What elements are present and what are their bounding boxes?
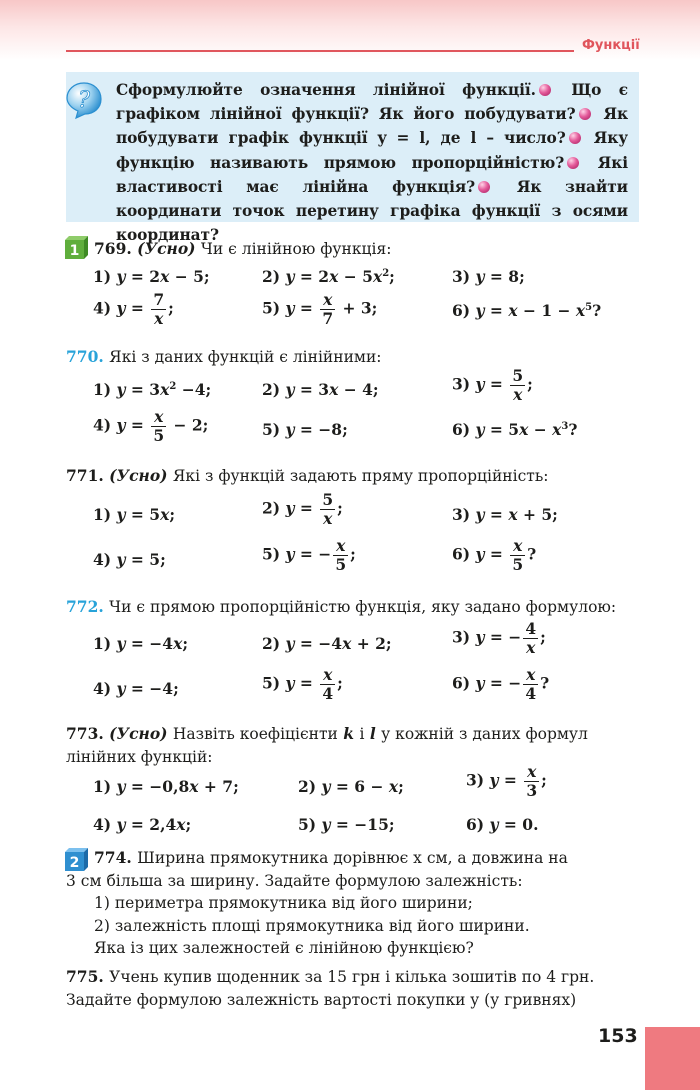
problem-769-item-2: 2) $y = 2x - 5x^2$; [262,267,395,286]
problem-771-item-5: 5) y = − $\frac{x}{5}$ ; [262,536,356,574]
problem-773-item-6: 6) y = 0. [466,815,539,834]
problem-769-item-1: 1) y = 2x − 5; [93,267,210,286]
problem-772-item-5: 5) y = $\frac{x}{4}$ ; [262,665,343,703]
question-text: Сформулюйте означення лінійної функції. Що є графіком лінійної функції? Як його побудувати? Як побудувати графік функції y = l, де l – число? Яку функцію називають прямою пропорційністю? Які властивості має лінійна функція? Як знайти координати точок перетину графіка функції з осями координат? [116,81,628,245]
problem-770-item-5: 5) y = −8; [262,420,348,439]
section-title: Функції [582,38,640,53]
problem-769-heading: 769. (Усно) Чи є лінійною функція: [94,239,392,258]
bullet-dot-icon [579,108,591,120]
problem-769-item-4: 4) y = $\frac{7}{x}$ ; [93,290,174,328]
problem-771-item-3: 3) y = x + 5; [452,505,558,524]
problem-775: 775. Учень купив щоденник за 15 грн і кілька зошитів по 4 грн. Задайте формулою залежність вартості покупки y (у гривнях) [66,967,595,1009]
problem-770-item-2: 2) y = 3x − 4; [262,380,379,399]
problem-773-item-5: 5) y = −15; [298,815,395,834]
problem-770-item-6: 6) $y = 5x - x^3$? [452,420,578,439]
problem-773-item-4: 4) y = 2,4x; [93,815,192,834]
problem-771-item-4: 4) y = 5; [93,550,166,569]
problem-769-item-6: 6) $y = x - 1 - x^5$? [452,301,602,320]
problem-772-item-3: 3) y = − $\frac{4}{x}$ ; [452,619,546,657]
problem-771-item-6: 6) y = $\frac{x}{5}$ ? [452,536,537,574]
level-1-badge-icon [65,236,88,259]
problem-773-item-2: 2) y = 6 − x; [298,777,404,796]
bullet-dot-icon [539,84,551,96]
problem-771-item-2: 2) y = $\frac{5}{x}$ ; [262,490,343,528]
problem-772-item-2: 2) y = −4x + 2; [262,634,392,653]
problem-773-item-1: 1) y = −0,8x + 7; [93,777,239,796]
problem-773-item-3: 3) y = $\frac{x}{3}$ ; [466,762,547,800]
svg-text:2: 2 [69,855,80,871]
problem-771-heading: 771. (Усно) Які з функцій задають пряму пропорційність: [66,466,549,485]
problem-774: 774. Ширина прямокутника дорівнює x см, а довжина на 3 см більша за ширину. Задайте формулою залежність: 1) периметра прямокутника від його ширини; 2) залежність площі прямокутника від його ширини. Яка із цих залежностей є лінійною функцією? [66,848,568,957]
page-corner-tab [645,1027,700,1090]
header-rule [66,50,574,52]
svg-text:1: 1 [69,243,80,259]
problem-772-heading: 772. Чи є прямою пропорційністю функція, яку задано формулою: [66,597,617,616]
bullet-dot-icon [569,132,581,144]
problem-769-item-5: 5) y = $\frac{x}{7}$ + 3; [262,290,378,328]
problem-770-item-1: 1) $y = 3x^2 -4$; [93,380,212,399]
problem-770-item-3: 3) y = $\frac{5}{x}$ ; [452,366,533,404]
problem-772-item-6: 6) y = − $\frac{x}{4}$ ? [452,665,550,703]
bullet-dot-icon [478,181,490,193]
bullet-dot-icon [567,157,579,169]
page-number: 153 [598,1025,638,1047]
problem-770-item-4: 4) y = $\frac{x}{5}$ − 2; [93,407,209,445]
problem-772-item-1: 1) y = −4x; [93,634,189,653]
problem-772-item-4: 4) y = −4; [93,679,179,698]
question-mark-icon [64,80,104,120]
problem-769-item-3: 3) y = 8; [452,267,525,286]
svg-text:?: ? [78,88,90,113]
problem-771-item-1: 1) y = 5x; [93,505,176,524]
problem-770-heading: 770. Які з даних функцій є лінійними: [66,347,382,366]
problem-773-heading: 773. (Усно) Назвіть коефіцієнти k і l у кожній з даних формул лінійних функцій: [66,724,588,766]
